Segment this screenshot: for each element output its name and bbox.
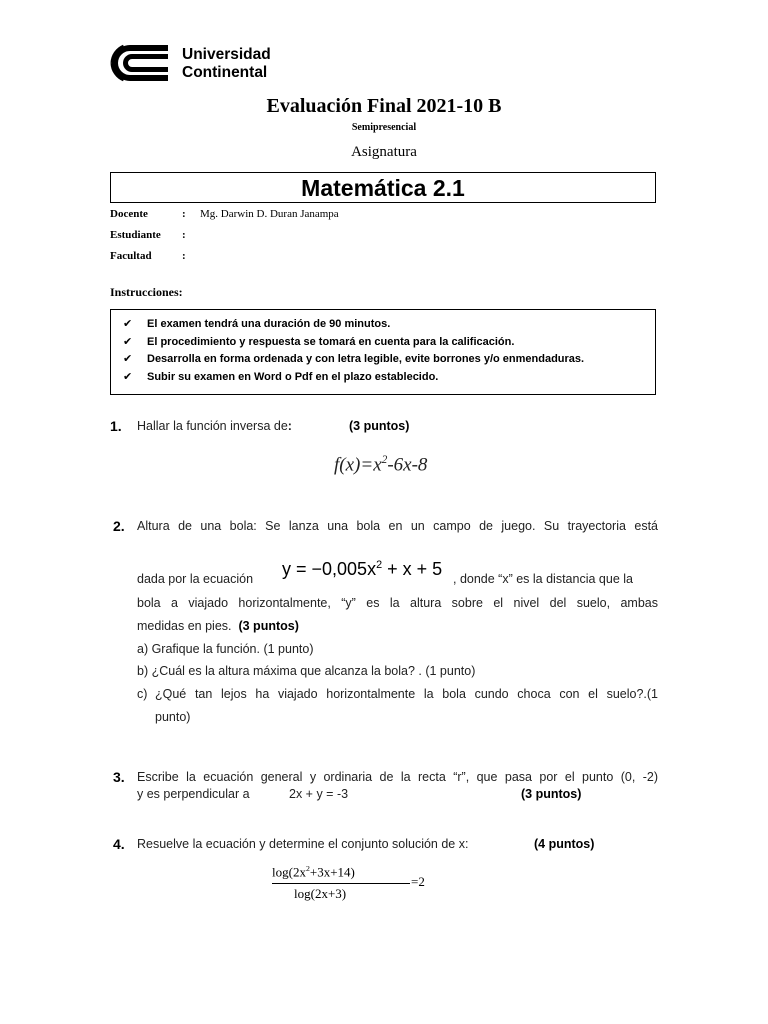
eq2-part-a: y = −0,005x xyxy=(282,559,377,579)
university-name xyxy=(182,46,271,82)
question-3-points: (3 puntos) xyxy=(521,787,582,801)
instructions-heading: Instrucciones: xyxy=(110,285,183,299)
instruction-item xyxy=(123,316,655,334)
question-2-line2a: dada por la ecuación xyxy=(137,572,254,586)
docente-label: Docente xyxy=(110,208,148,220)
eq2-exponent: 2 xyxy=(376,559,383,571)
question-2-line4-text: medidas en pies. xyxy=(137,619,232,633)
eq1-exponent: 2 xyxy=(381,454,388,466)
instructions-box xyxy=(110,309,656,395)
question-1-number: 1. xyxy=(110,418,122,434)
checkmark-icon: ✔ xyxy=(123,353,133,365)
question-3-equation: 2x + y = -3 xyxy=(289,787,349,801)
question-2-equation xyxy=(282,559,442,580)
question-2-part-c-line1: ¿Qué tan lejos ha viajado horizontalmente la bola cundo choca con el suelo?.(1 xyxy=(155,687,658,701)
instruction-text: Subir su examen en Word o Pdf en el plazo establecido. xyxy=(147,370,439,383)
university-logo-icon xyxy=(108,42,170,84)
numerator-part-a: log(2x xyxy=(272,864,306,880)
question-2-line4 xyxy=(137,619,299,633)
checkmark-icon: ✔ xyxy=(123,318,133,330)
question-1-prompt: Hallar la función inversa de xyxy=(137,419,288,433)
question-3-line2: y es perpendicular a xyxy=(137,787,250,801)
question-2-line1: Altura de una bola: Se lanza una bola en un campo de juego. Su trayectoria está xyxy=(137,519,658,533)
question-2-part-c-line2: punto) xyxy=(155,710,191,724)
question-4-number: 4. xyxy=(113,836,125,852)
fraction-bar xyxy=(272,883,410,884)
question-2-part-b: b) ¿Cuál es la altura máxima que alcanza la bola? . (1 punto) xyxy=(137,664,476,678)
instruction-text: El examen tendrá una duración de 90 minutos. xyxy=(147,318,391,330)
numerator-exponent: 2 xyxy=(305,864,310,873)
university-name-line2: Continental xyxy=(182,64,268,81)
instruction-item xyxy=(123,351,655,369)
question-4-text: Resuelve la ecuación y determine el conjunto solución de x: xyxy=(137,837,469,851)
question-1-text xyxy=(137,419,292,433)
question-4-points: (4 puntos) xyxy=(534,837,595,851)
instruction-text: El procedimiento y respuesta se tomará en cuenta para la calificación. xyxy=(147,335,515,348)
eq1-lhs: f(x)=x xyxy=(334,454,382,476)
university-name-line1: Universidad xyxy=(182,46,271,63)
instruction-text: Desarrolla en forma ordenada y con letra legible, evite borrones y/o enmendaduras. xyxy=(147,353,585,365)
checkmark-icon: ✔ xyxy=(123,335,133,348)
eq2-part-b: + x + 5 xyxy=(382,559,443,579)
facultad-colon: : xyxy=(182,250,186,262)
question-3-line1: Escribe la ecuación general y ordinaria de la recta “r”, que pasa por el punto (0, -2) xyxy=(137,770,658,784)
course-name-box: Matemática 2.1 xyxy=(110,172,656,203)
docente-value: Mg. Darwin D. Duran Janampa xyxy=(200,208,339,220)
exam-title: Evaluación Final 2021-10 B xyxy=(266,95,502,117)
numerator-part-b: +3x+14) xyxy=(309,864,355,880)
question-1-points: (3 puntos) xyxy=(349,419,410,433)
eq1-rhs: -6x-8 xyxy=(387,454,428,476)
estudiante-colon: : xyxy=(182,229,186,241)
question-1-colon: : xyxy=(287,419,292,433)
exam-modality: Semipresencial xyxy=(351,122,417,133)
question-1-equation xyxy=(334,454,427,476)
question-2-points: (3 puntos) xyxy=(238,619,299,633)
fraction-denominator: log(2x+3) xyxy=(294,886,347,901)
estudiante-label: Estudiante xyxy=(110,229,161,241)
question-2-part-a: a) Grafique la función. (1 punto) xyxy=(137,642,314,656)
facultad-label: Facultad xyxy=(110,250,152,262)
subject-label: Asignatura xyxy=(351,144,417,160)
instruction-item xyxy=(123,334,655,352)
question-2-line2b: , donde “x” es la distancia que la xyxy=(453,572,633,586)
question-2-part-c-label: c) xyxy=(137,687,148,701)
instruction-item xyxy=(123,369,655,387)
question-3-number: 3. xyxy=(113,769,125,785)
fraction-numerator xyxy=(272,864,355,880)
docente-colon: : xyxy=(182,208,186,220)
equation-rhs: =2 xyxy=(411,874,425,889)
question-2-line3: bola a viajado horizontalmente, “y” es la altura sobre el nivel del suelo, ambas xyxy=(137,596,658,610)
checkmark-icon: ✔ xyxy=(123,370,133,383)
question-2-number: 2. xyxy=(113,518,125,534)
